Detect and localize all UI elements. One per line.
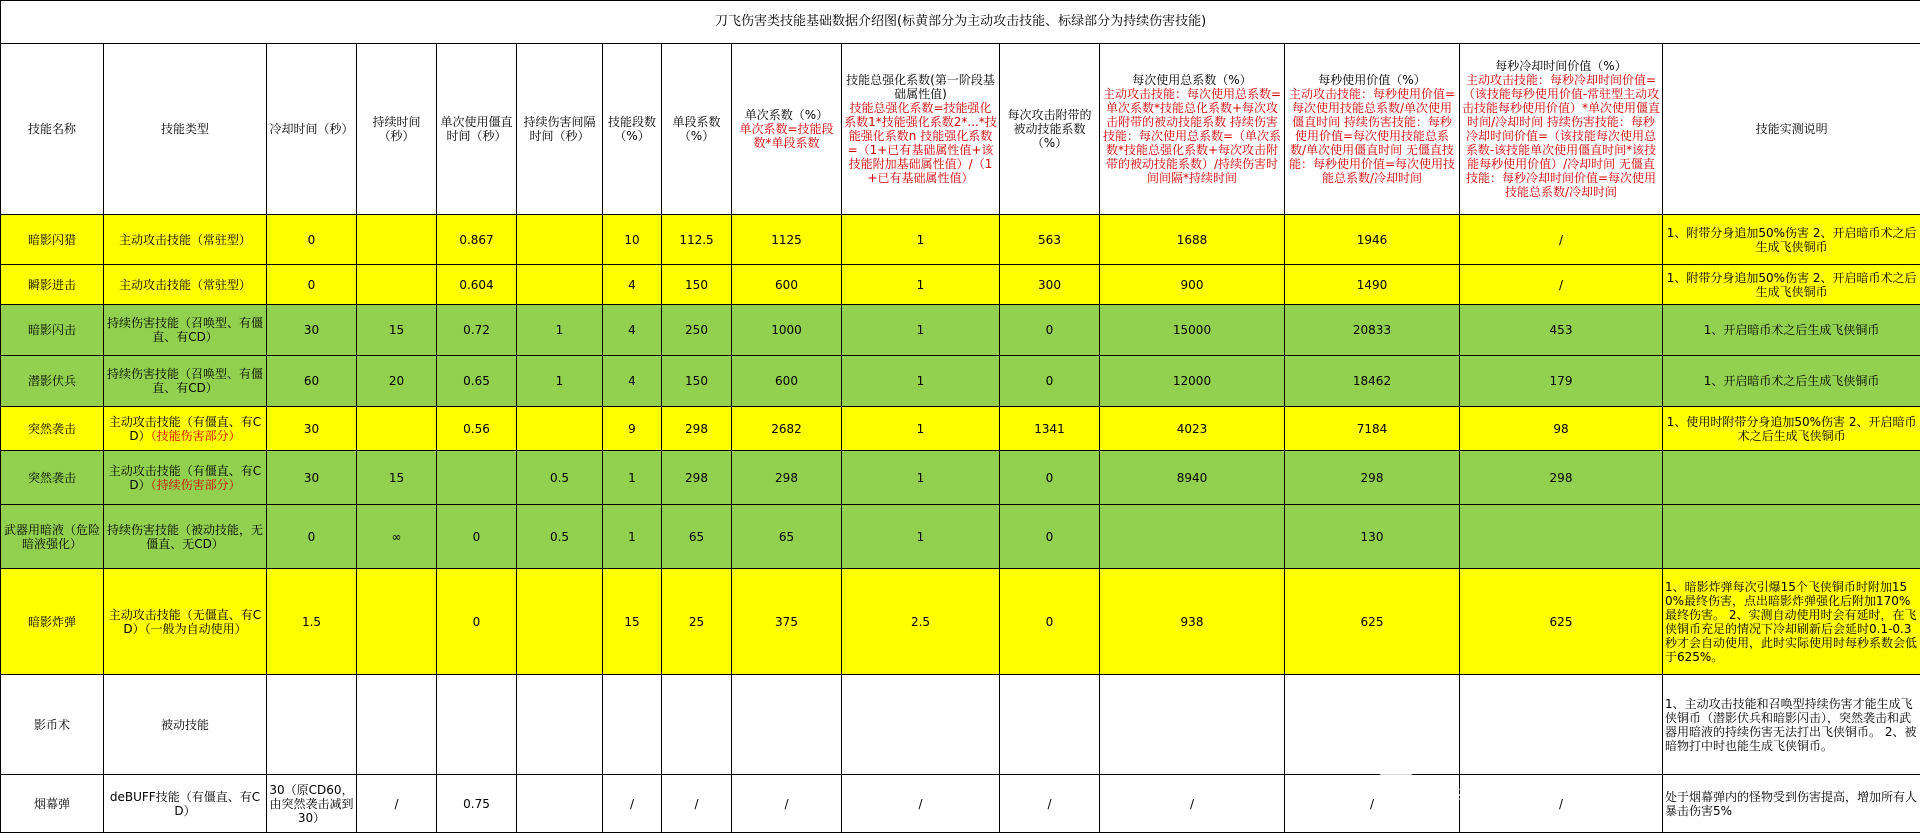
cell-passive: 0 xyxy=(1000,451,1100,505)
cell-interval: 1 xyxy=(517,305,603,356)
cell-duration: / xyxy=(357,775,437,833)
cell-per-sec: 625 xyxy=(1285,569,1460,675)
type-text: 持续伤害技能（召唤型、有僵直、有CD） xyxy=(106,316,263,344)
cell-per-sec: 130 xyxy=(1285,505,1460,569)
cell-cooldown: 60 xyxy=(267,356,357,407)
cell-cd-val xyxy=(1460,505,1663,569)
cell-duration: 15 xyxy=(357,305,437,356)
cell-stiff xyxy=(437,675,517,775)
cell-type xyxy=(104,451,267,505)
cell-segments xyxy=(603,675,662,775)
cell-cooldown: 30（原CD60，由突然袭击减到30） xyxy=(267,775,357,833)
cell-interval xyxy=(517,569,603,675)
cell-total: 12000 xyxy=(1100,356,1285,407)
header-enhance-formula: 技能总强化系数=技能强化系数1*技能强化系数2*...*技能强化系数n 技能强化系数=（1+已有基础属性值+该技能附加基础属性值）/（1+已有基础属性值） xyxy=(844,101,997,185)
cell-segments: / xyxy=(603,775,662,833)
cell-enhance: 1 xyxy=(842,215,1000,265)
cell-segments: 4 xyxy=(603,265,662,305)
cell-seg-coef: 65 xyxy=(662,505,732,569)
table-row xyxy=(1,215,1920,265)
cell-total: 938 xyxy=(1100,569,1285,675)
cell-cd-val: / xyxy=(1460,265,1663,305)
cell-seg-coef: 150 xyxy=(662,356,732,407)
cell-cd-val: 625 xyxy=(1460,569,1663,675)
cell-segments: 4 xyxy=(603,356,662,407)
cell-cooldown: 0 xyxy=(267,505,357,569)
cell-interval xyxy=(517,675,603,775)
cell-stiff xyxy=(437,451,517,505)
cell-segments: 15 xyxy=(603,569,662,675)
table-row xyxy=(1,505,1920,569)
cell-name: 暗影炸弹 xyxy=(1,569,104,675)
cell-cd-val: 98 xyxy=(1460,407,1663,451)
cell-seg-coef: / xyxy=(662,775,732,833)
cell-note: 1、主动攻击技能和召唤型持续伤害才能生成飞侠铜币（潜影伏兵和暗影闪击），突然袭击和武器用暗液的持续伤害无法打出飞侠铜币。 2、被暗物打中时也能生成飞侠铜币。 xyxy=(1663,675,1920,775)
cell-note: 1、附带分身追加50%伤害 2、开启暗币术之后生成飞侠铜币 xyxy=(1663,265,1920,305)
table-row xyxy=(1,356,1920,407)
cell-total: / xyxy=(1100,775,1285,833)
header-per-sec xyxy=(1285,44,1460,215)
cell-single-coef: 2682 xyxy=(732,407,842,451)
table-row xyxy=(1,675,1920,775)
cell-cd-val: 179 xyxy=(1460,356,1663,407)
cell-duration: 20 xyxy=(357,356,437,407)
cell-cd-val: 453 xyxy=(1460,305,1663,356)
cell-single-coef: 375 xyxy=(732,569,842,675)
cell-enhance: 1 xyxy=(842,356,1000,407)
cell-duration xyxy=(357,407,437,451)
header-single-coef-formula: 单次系数=技能段数*单段系数 xyxy=(739,122,834,150)
cell-single-coef: 600 xyxy=(732,356,842,407)
table-row xyxy=(1,265,1920,305)
header-seg-coef: 单段系数（%） xyxy=(662,44,732,215)
cell-enhance: 1 xyxy=(842,407,1000,451)
cell-note: 1、开启暗币术之后生成飞侠铜币 xyxy=(1663,305,1920,356)
type-text: 被动技能 xyxy=(160,717,209,732)
cell-name: 瞬影进击 xyxy=(1,265,104,305)
cell-enhance xyxy=(842,675,1000,775)
cell-enhance: 1 xyxy=(842,505,1000,569)
cell-enhance: 1 xyxy=(842,265,1000,305)
cell-segments: 1 xyxy=(603,505,662,569)
header-name: 技能名称 xyxy=(1,44,104,215)
cell-seg-coef: 150 xyxy=(662,265,732,305)
type-text: 主动攻击技能（有僵直、有CD） xyxy=(108,463,262,492)
cell-cd-val: / xyxy=(1460,775,1663,833)
cell-note: 1、使用时附带分身追加50%伤害 2、开启暗币术之后生成飞侠铜币 xyxy=(1663,407,1920,451)
cell-passive: 563 xyxy=(1000,215,1100,265)
type-red-text: （持续伤害部分） xyxy=(150,477,241,492)
cell-cooldown: 0 xyxy=(267,215,357,265)
cell-name: 暗影闪猎 xyxy=(1,215,104,265)
cell-note: 1、开启暗币术之后生成飞侠铜币 xyxy=(1663,356,1920,407)
cell-type xyxy=(104,356,267,407)
cell-name: 突然袭击 xyxy=(1,407,104,451)
cell-total: 4023 xyxy=(1100,407,1285,451)
cell-duration xyxy=(357,215,437,265)
cell-duration xyxy=(357,569,437,675)
cell-passive xyxy=(1000,675,1100,775)
header-row xyxy=(1,44,1920,215)
type-text: deBUFF技能（有僵直、有CD） xyxy=(109,789,261,818)
cell-note xyxy=(1663,451,1920,505)
table-row xyxy=(1,305,1920,356)
cell-passive: 1341 xyxy=(1000,407,1100,451)
type-text: 持续伤害技能（召唤型、有僵直、有CD） xyxy=(106,367,263,395)
cell-interval: 1 xyxy=(517,356,603,407)
cell-cooldown: 30 xyxy=(267,305,357,356)
cell-per-sec: 1946 xyxy=(1285,215,1460,265)
cell-enhance: 1 xyxy=(842,451,1000,505)
header-segments: 技能段数（%） xyxy=(603,44,662,215)
watermark-text: 什么值得买 xyxy=(1424,780,1534,805)
cell-cooldown: 30 xyxy=(267,451,357,505)
type-text: 持续伤害技能（被动技能，无僵直、无CD） xyxy=(106,522,263,551)
header-type: 技能类型 xyxy=(104,44,267,215)
table-row xyxy=(1,569,1920,675)
header-passive: 每次攻击附带的被动技能系数（%） xyxy=(1000,44,1100,215)
cell-total: 1688 xyxy=(1100,215,1285,265)
header-enhance xyxy=(842,44,1000,215)
type-text: 主动攻击技能（有僵直、有CD） xyxy=(108,414,262,443)
cell-name: 潜影伏兵 xyxy=(1,356,104,407)
cell-duration: ∞ xyxy=(357,505,437,569)
cell-passive: 0 xyxy=(1000,569,1100,675)
header-duration: 持续时间（秒） xyxy=(357,44,437,215)
cell-type xyxy=(104,407,267,451)
cell-note xyxy=(1663,505,1920,569)
cell-total: 15000 xyxy=(1100,305,1285,356)
cell-name: 暗影闪击 xyxy=(1,305,104,356)
cell-name: 突然袭击 xyxy=(1,451,104,505)
cell-per-sec: / xyxy=(1285,775,1460,833)
cell-single-coef: 65 xyxy=(732,505,842,569)
cell-stiff: 0.867 xyxy=(437,215,517,265)
cell-note: 处于烟幕弹内的怪物受到伤害提高，增加所有人暴击伤害5% xyxy=(1663,775,1920,833)
cell-seg-coef xyxy=(662,675,732,775)
header-cd-val-title: 每秒冷却时间价值（%） xyxy=(1495,59,1627,73)
header-cooldown: 冷却时间（秒） xyxy=(267,44,357,215)
header-single-coef-title: 单次系数（%） xyxy=(744,108,829,122)
cell-total: 900 xyxy=(1100,265,1285,305)
header-total-formula: 主动攻击技能：每次使用总系数=单次系数*技能总化系数+每次攻击附带的被动技能系数 持续伤害技能：每次使用总系数=（单次系数*技能总强化系数+每次攻击附带的被动技能系数）/持续伤害时间间隔*持续时间 xyxy=(1102,87,1282,185)
header-per-sec-formula: 主动攻击技能：每秒使用价值=每次使用技能总系数/单次使用僵直时间 持续伤害技能：每秒使用价值=每次使用技能总系数/单次使用僵直时间 无僵直技能：每秒使用价值=每次使用技能总系数/冷却时间 xyxy=(1288,87,1456,185)
cell-total xyxy=(1100,675,1285,775)
header-total-title: 每次使用总系数（%） xyxy=(1132,73,1252,87)
cell-cooldown xyxy=(267,675,357,775)
cell-enhance: 2.5 xyxy=(842,569,1000,675)
cell-cd-val: 298 xyxy=(1460,451,1663,505)
cell-segments: 9 xyxy=(603,407,662,451)
cell-note: 1、暗影炸弹每次引爆15个飞侠铜币时附加150%最终伤害，点出暗影炸弹强化后附加170%最终伤害。 2、实测自动使用时会有延时，在飞侠铜币充足的情况下冷却刷新后会延时0.1-0.3秒才会自动使用，此时实际使用时每秒系数会低于625%。 xyxy=(1663,569,1920,675)
cell-enhance: 1 xyxy=(842,305,1000,356)
cell-seg-coef: 298 xyxy=(662,451,732,505)
cell-stiff: 0 xyxy=(437,569,517,675)
cell-cooldown: 30 xyxy=(267,407,357,451)
cell-single-coef: 1000 xyxy=(732,305,842,356)
cell-interval: 0.5 xyxy=(517,505,603,569)
cell-passive: 0 xyxy=(1000,505,1100,569)
cell-enhance: / xyxy=(842,775,1000,833)
cell-name: 武器用暗液（危险暗液强化） xyxy=(1,505,104,569)
header-stiff: 单次使用僵直时间（秒） xyxy=(437,44,517,215)
header-single-coef xyxy=(732,44,842,215)
cell-interval: 0.5 xyxy=(517,451,603,505)
cell-per-sec: 298 xyxy=(1285,451,1460,505)
cell-seg-coef: 112.5 xyxy=(662,215,732,265)
cell-interval xyxy=(517,215,603,265)
cell-interval xyxy=(517,775,603,833)
type-red-text: （技能伤害部分） xyxy=(150,428,241,443)
cell-type xyxy=(104,675,267,775)
sheet-title: 刀飞伤害类技能基础数据介绍图(标黄部分为主动攻击技能、标绿部分为持续伤害技能) xyxy=(1,1,1920,44)
cell-segments: 1 xyxy=(603,451,662,505)
header-per-sec-title: 每秒使用价值（%） xyxy=(1318,73,1426,87)
header-cd-val xyxy=(1460,44,1663,215)
cell-passive: 0 xyxy=(1000,356,1100,407)
cell-total: 8940 xyxy=(1100,451,1285,505)
skill-rows xyxy=(1,215,1920,833)
header-enhance-title: 技能总强化系数(第一阶段基础属性值) xyxy=(846,73,995,101)
cell-segments: 10 xyxy=(603,215,662,265)
cell-cooldown: 0 xyxy=(267,265,357,305)
cell-interval xyxy=(517,407,603,451)
cell-stiff: 0.75 xyxy=(437,775,517,833)
cell-passive: 0 xyxy=(1000,305,1100,356)
cell-stiff: 0.604 xyxy=(437,265,517,305)
cell-note: 1、附带分身追加50%伤害 2、开启暗币术之后生成飞侠铜币 xyxy=(1663,215,1920,265)
cell-total xyxy=(1100,505,1285,569)
cell-type xyxy=(104,775,267,833)
header-note: 技能实测说明 xyxy=(1663,44,1920,215)
cell-stiff: 0.65 xyxy=(437,356,517,407)
cell-seg-coef: 298 xyxy=(662,407,732,451)
cell-stiff: 0.72 xyxy=(437,305,517,356)
cell-single-coef: / xyxy=(732,775,842,833)
cell-type xyxy=(104,569,267,675)
type-text: 主动攻击技能（常驻型） xyxy=(118,277,251,292)
cell-cooldown: 1.5 xyxy=(267,569,357,675)
cell-stiff: 0.56 xyxy=(437,407,517,451)
cell-stiff: 0 xyxy=(437,505,517,569)
cell-per-sec: 20833 xyxy=(1285,305,1460,356)
cell-type xyxy=(104,305,267,356)
cell-per-sec: 1490 xyxy=(1285,265,1460,305)
header-interval: 持续伤害间隔时间（秒） xyxy=(517,44,603,215)
cell-passive: 300 xyxy=(1000,265,1100,305)
cell-segments: 4 xyxy=(603,305,662,356)
cell-per-sec: 7184 xyxy=(1285,407,1460,451)
cell-duration: 15 xyxy=(357,451,437,505)
cell-per-sec: 18462 xyxy=(1285,356,1460,407)
cell-interval xyxy=(517,265,603,305)
cell-type xyxy=(104,215,267,265)
cell-cd-val: / xyxy=(1460,215,1663,265)
cell-single-coef: 1125 xyxy=(732,215,842,265)
header-cd-val-formula: 主动攻击技能：每秒冷却时间价值=（该技能每秒使用价值-常驻型主动攻击技能每秒使用价值）*单次使用僵直时间/冷却时间 持续伤害技能：每秒冷却时间价值=（该技能每次使用总系数-该技能单次使用僵直时间*该技能每秒使用价值）/冷却时间 无僵直技能：每秒冷却时间价值=每次使用技能总系数/冷却时间 xyxy=(1462,73,1661,199)
cell-duration xyxy=(357,675,437,775)
header-total xyxy=(1100,44,1285,215)
cell-type xyxy=(104,265,267,305)
cell-type xyxy=(104,505,267,569)
table-row xyxy=(1,407,1920,451)
type-text: 主动攻击技能（无僵直、有CD）（一般为自动使用） xyxy=(108,607,262,636)
cell-duration xyxy=(357,265,437,305)
cell-seg-coef: 25 xyxy=(662,569,732,675)
cell-seg-coef: 250 xyxy=(662,305,732,356)
cell-passive: / xyxy=(1000,775,1100,833)
table-row xyxy=(1,775,1920,833)
cell-single-coef xyxy=(732,675,842,775)
table-row xyxy=(1,451,1920,505)
cell-single-coef: 298 xyxy=(732,451,842,505)
cell-cd-val xyxy=(1460,675,1663,775)
cell-per-sec xyxy=(1285,675,1460,775)
cell-single-coef: 600 xyxy=(732,265,842,305)
type-text: 主动攻击技能（常驻型） xyxy=(118,232,251,247)
cell-name: 烟幕弹 xyxy=(1,775,104,833)
cell-name: 影币术 xyxy=(1,675,104,775)
